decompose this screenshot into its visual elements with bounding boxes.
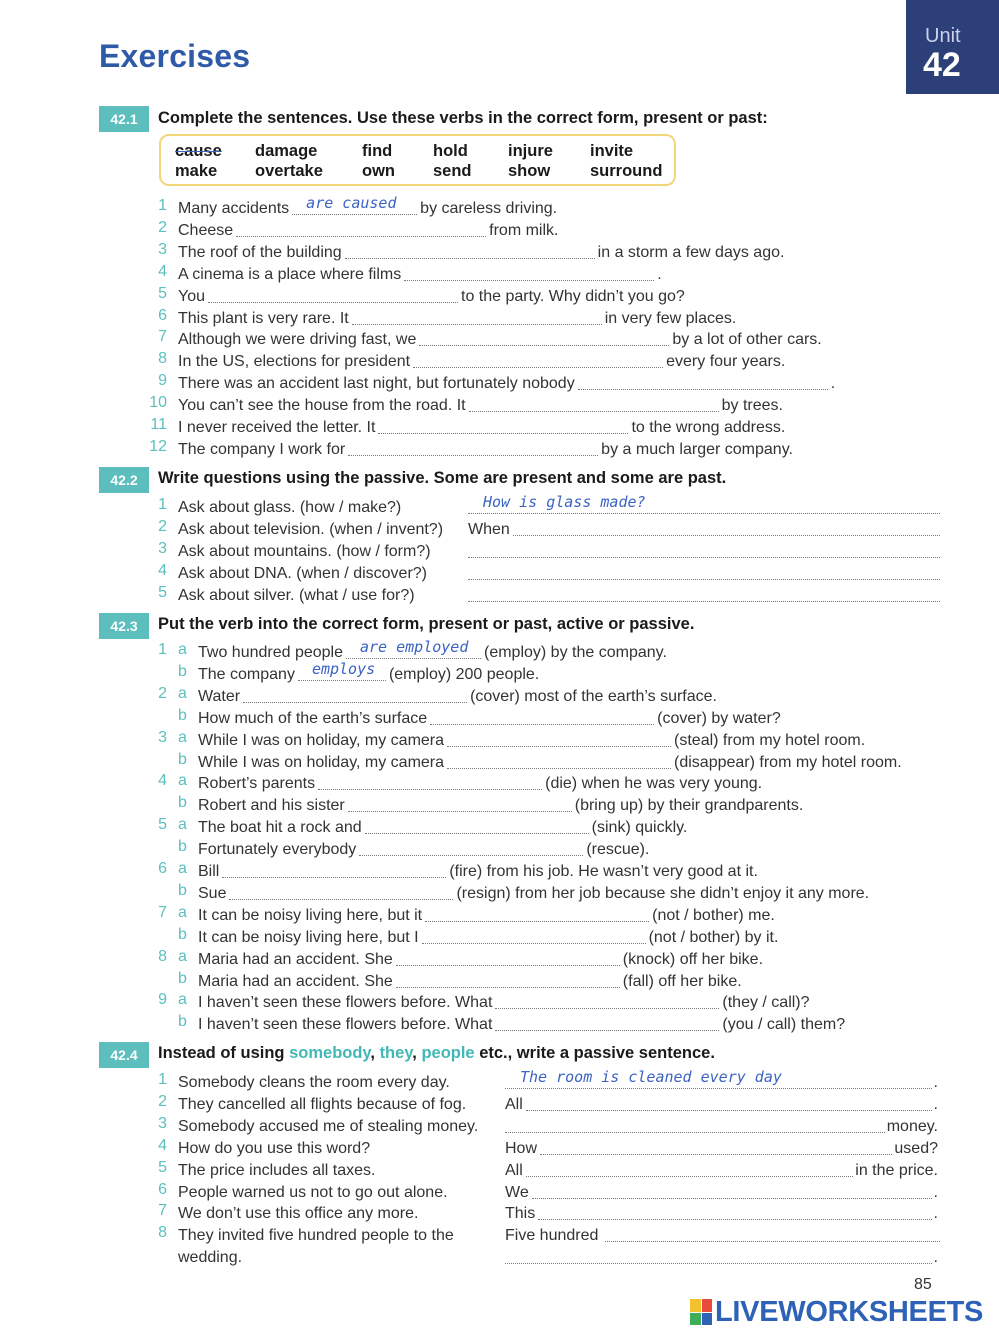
verb-make: make xyxy=(175,162,218,180)
answer-blank[interactable] xyxy=(447,731,671,747)
item-number: 5 xyxy=(158,284,167,302)
handwritten-answer: are caused xyxy=(306,194,397,212)
section-badge-42-4: 42.4 xyxy=(99,1042,149,1068)
sentence-start: The boat hit a rock and xyxy=(198,819,362,837)
sentence-start: The company xyxy=(198,665,295,683)
sentence-start: Maria had an accident. She xyxy=(198,972,393,990)
answer-blank[interactable] xyxy=(396,950,620,966)
sentence-end: by a lot of other cars. xyxy=(672,331,822,349)
answer-blank[interactable] xyxy=(495,993,719,1009)
answer-blank[interactable] xyxy=(365,818,589,834)
item-number: 7 xyxy=(158,328,167,346)
logo-square xyxy=(690,1313,701,1326)
watermark[interactable] xyxy=(690,1294,983,1330)
item-number: 10 xyxy=(149,394,167,412)
answer-blank[interactable] xyxy=(540,1139,892,1155)
active-sentence: Somebody cleans the room every day. xyxy=(178,1074,450,1091)
section-badge-42-2: 42.2 xyxy=(99,467,149,493)
item-letter: b xyxy=(178,794,187,812)
item-number: 2 xyxy=(158,684,167,702)
active-sentence: Somebody accused me of stealing money. xyxy=(178,1117,479,1135)
answer-prefix: How xyxy=(505,1139,538,1157)
sentence-end: to the party. Why didn’t you go? xyxy=(461,287,685,305)
verb-form-row xyxy=(0,838,999,860)
sentence-row xyxy=(0,285,999,307)
verb-form-row xyxy=(0,816,999,838)
verb-form-row xyxy=(0,970,999,992)
answer-blank[interactable] xyxy=(526,1161,854,1177)
sentence-start: Fortunately everybody xyxy=(198,841,357,859)
sentence-end: from milk. xyxy=(489,221,559,239)
item-number: 6 xyxy=(158,860,167,877)
active-sentence: They cancelled all flights because of fog. xyxy=(178,1095,467,1113)
watermark-text: LIVEWORKSHEETS xyxy=(715,1295,984,1328)
question-row xyxy=(0,518,999,540)
verb-form-row xyxy=(0,991,999,1013)
sentence-row xyxy=(0,307,999,329)
active-sentence: People warned us not to go out alone. xyxy=(178,1183,448,1201)
item-letter: b xyxy=(178,662,187,680)
answer-blank[interactable] xyxy=(229,884,453,900)
verb-form-row xyxy=(0,772,999,794)
title-text: Instead of using xyxy=(158,1044,290,1062)
sentence-start: You xyxy=(178,287,205,305)
sentence-start: While I was on holiday, my camera xyxy=(198,753,445,771)
answer-blank[interactable] xyxy=(208,287,458,303)
sentence-end: (knock) off her bike. xyxy=(622,950,764,968)
section-title-42-1: Complete the sentences. Use these verbs in the correct form, present or past: xyxy=(158,109,768,127)
sentence-end: (resign) from her job because she didn’t enjoy it any more. xyxy=(456,884,870,902)
sentence-end: (sink) quickly. xyxy=(591,819,688,837)
question-prompt: Ask about television. (when / invent?) xyxy=(178,520,444,538)
answer-blank[interactable] xyxy=(345,243,595,259)
sentence-start: Water xyxy=(198,687,241,705)
sentence-start: Robert and his sister xyxy=(198,797,345,815)
passive-row xyxy=(0,1159,999,1181)
active-sentence: The price includes all taxes. xyxy=(178,1161,376,1179)
question-prompt: Ask about glass. (how / make?) xyxy=(178,499,402,516)
sentence-end: money. xyxy=(886,1117,938,1135)
answer-blank[interactable] xyxy=(404,265,654,281)
sentence-end: (not / bother) by it. xyxy=(648,928,779,946)
sentence-end: (disappear) from my hotel room. xyxy=(674,753,902,771)
sentence-row xyxy=(0,194,999,219)
section-badge-42-3: 42.3 xyxy=(99,613,149,639)
answer-blank[interactable] xyxy=(422,928,646,944)
verb-form-row xyxy=(0,926,999,948)
sentence-end: (fall) off her bike. xyxy=(622,972,742,990)
verb-show: show xyxy=(508,162,551,180)
sentence-start: Many accidents xyxy=(178,200,290,217)
answer-blank[interactable] xyxy=(243,687,467,703)
sentence-end: (they / call)? xyxy=(722,994,810,1012)
answer-blank[interactable] xyxy=(532,1183,932,1199)
passive-row xyxy=(0,1115,999,1137)
sentence-end: (you / call) them? xyxy=(722,1016,846,1034)
sentence-end: . xyxy=(933,1074,938,1091)
item-letter: a xyxy=(178,816,187,834)
answer-prefix: All xyxy=(505,1095,523,1113)
active-sentence: We don’t use this office any more. xyxy=(178,1205,419,1223)
sentence-row xyxy=(0,241,999,263)
answer-blank[interactable] xyxy=(495,1015,719,1031)
sentence-start: I never received the letter. It xyxy=(178,419,376,436)
verb-form-row xyxy=(0,707,999,729)
unit-number: 42 xyxy=(923,46,961,84)
sentence-start: Sue xyxy=(198,884,227,902)
passive-row xyxy=(0,1246,999,1268)
keyword-somebody: somebody xyxy=(289,1044,371,1062)
answer-blank[interactable] xyxy=(396,972,620,988)
sentence-start: In the US, elections for president xyxy=(178,353,411,371)
sentence-end: (employ) 200 people. xyxy=(388,665,540,683)
sentence-start: I haven’t seen these flowers before. What xyxy=(198,1016,493,1034)
sentence-end: by trees. xyxy=(721,397,783,415)
answer-blank[interactable] xyxy=(222,862,446,878)
question-row xyxy=(0,562,999,584)
sentence-end: (cover) most of the earth’s surface. xyxy=(470,687,717,705)
item-letter: b xyxy=(178,750,187,768)
verb-form-row xyxy=(0,638,999,663)
answer-blank[interactable] xyxy=(468,564,940,580)
sentence-start: Two hundred people xyxy=(198,644,343,661)
handwritten-answer: are employed xyxy=(360,638,469,656)
sentence-end: . xyxy=(933,1205,938,1223)
section-title-42-3: Put the verb into the correct form, present or past, active or passive. xyxy=(158,615,695,633)
sentence-start: There was an accident last night, but fortunately nobody xyxy=(178,375,575,393)
verb-cause: cause xyxy=(175,142,222,160)
verb-invite: invite xyxy=(590,142,634,160)
item-number: 1 xyxy=(158,641,167,658)
question-prompt: Ask about DNA. (when / discover?) xyxy=(178,564,427,582)
passive-row xyxy=(0,1093,999,1115)
sentence-end: . xyxy=(933,1183,938,1201)
answer-prefix: This xyxy=(505,1205,536,1223)
page-number: 85 xyxy=(914,1276,932,1293)
item-number: 5 xyxy=(158,1158,167,1176)
item-letter: a xyxy=(178,728,187,746)
sentence-end: in very few places. xyxy=(604,309,737,327)
item-number: 2 xyxy=(158,1092,167,1110)
answer-blank[interactable] xyxy=(430,709,654,725)
sentence-start: It can be noisy living here, but it xyxy=(198,906,423,924)
sentence-start: It can be noisy living here, but I xyxy=(198,928,419,946)
sentence-row xyxy=(0,372,999,394)
verb-send: send xyxy=(433,162,472,180)
verb-form-row xyxy=(0,948,999,970)
sentence-start: Although we were driving fast, we xyxy=(178,331,417,349)
verb-form-row xyxy=(0,659,999,685)
unit-tab xyxy=(906,0,999,94)
logo-square xyxy=(702,1299,713,1312)
verb-form-row xyxy=(0,729,999,751)
question-row xyxy=(0,584,999,606)
item-letter: a xyxy=(178,991,187,1009)
item-letter: b xyxy=(178,838,187,856)
sentence-end: used? xyxy=(894,1139,938,1157)
sentence-start: I haven’t seen these flowers before. What xyxy=(198,994,493,1012)
active-sentence: They invited five hundred people to the xyxy=(178,1227,454,1245)
sentence-start: Bill xyxy=(198,863,220,880)
item-number: 6 xyxy=(158,306,167,324)
sentence-end: (fire) from his job. He wasn’t very good at it. xyxy=(449,863,758,880)
answer-blank[interactable] xyxy=(605,1226,940,1242)
answer-blank[interactable] xyxy=(236,221,486,237)
logo-square xyxy=(702,1313,713,1326)
answer-blank[interactable] xyxy=(469,396,719,412)
sentence-row xyxy=(0,416,999,438)
item-number: 1 xyxy=(158,496,167,513)
sentence-end: (cover) by water? xyxy=(657,709,781,727)
item-number: 3 xyxy=(158,728,167,746)
item-number: 8 xyxy=(158,947,167,965)
answer-blank[interactable] xyxy=(538,1204,931,1220)
sentence-end: . xyxy=(657,265,662,283)
item-number: 2 xyxy=(158,517,167,535)
answer-blank[interactable] xyxy=(352,309,602,325)
verb-injure: injure xyxy=(508,142,553,160)
item-number: 9 xyxy=(158,991,167,1009)
question-prompt: Ask about silver. (what / use for?) xyxy=(178,586,415,604)
verb-form-row xyxy=(0,904,999,926)
verb-form-row xyxy=(0,751,999,773)
sentence-end: . xyxy=(933,1249,938,1267)
answer-blank[interactable] xyxy=(505,1117,885,1133)
passive-row xyxy=(0,1224,999,1246)
sentence-row xyxy=(0,350,999,372)
liveworksheets-logo-icon xyxy=(690,1299,712,1325)
answer-blank[interactable] xyxy=(468,542,940,558)
item-number: 1 xyxy=(158,1071,167,1088)
keyword-people: people xyxy=(421,1044,475,1062)
passive-row xyxy=(0,1202,999,1224)
item-number: 4 xyxy=(158,262,167,280)
sentence-end: every four years. xyxy=(666,353,786,371)
sentence-end: . xyxy=(933,1095,938,1113)
sentence-start: The roof of the building xyxy=(178,243,342,261)
item-number: 7 xyxy=(158,1202,167,1220)
sentence-start: While I was on holiday, my camera xyxy=(198,731,445,749)
sentence-start: How much of the earth’s surface xyxy=(198,709,428,727)
active-sentence: wedding. xyxy=(178,1249,243,1267)
item-number: 2 xyxy=(158,218,167,236)
sentence-start: The company I work for xyxy=(178,440,346,458)
answer-prefix: Five hundred xyxy=(505,1227,599,1245)
verb-form-row xyxy=(0,1013,999,1035)
verb-form-row xyxy=(0,882,999,904)
verb-form-row xyxy=(0,685,999,707)
sentence-end: (die) when he was very young. xyxy=(545,775,763,793)
answer-blank[interactable] xyxy=(413,352,663,368)
item-letter: a xyxy=(178,772,187,790)
verb-form-row xyxy=(0,860,999,882)
answer-prefix: When xyxy=(468,520,510,538)
item-letter: b xyxy=(178,881,187,899)
answer-blank[interactable] xyxy=(425,906,649,922)
item-number: 12 xyxy=(149,437,167,455)
answer-blank[interactable] xyxy=(447,753,671,769)
passive-row xyxy=(0,1137,999,1159)
answer-prefix: All xyxy=(505,1161,523,1179)
item-number: 3 xyxy=(158,539,167,557)
active-sentence: How do you use this word? xyxy=(178,1139,371,1157)
verb-own: own xyxy=(362,162,395,180)
logo-square xyxy=(690,1299,701,1312)
sentence-row xyxy=(0,328,999,350)
item-number: 8 xyxy=(158,1224,167,1242)
verb-surround: surround xyxy=(590,162,663,180)
item-letter: b xyxy=(178,969,187,987)
verb-damage: damage xyxy=(255,142,318,160)
item-letter: a xyxy=(178,684,187,702)
item-letter: b xyxy=(178,706,187,724)
handwritten-answer: employs xyxy=(311,659,376,678)
sentence-end: (rescue). xyxy=(586,841,650,859)
sentence-end: to the wrong address. xyxy=(631,419,786,436)
sentence-start: This plant is very rare. It xyxy=(178,309,349,327)
sentence-end: (employ) by the company. xyxy=(484,644,667,661)
item-letter: a xyxy=(178,947,187,965)
verb-overtake: overtake xyxy=(255,162,323,180)
verb-hold: hold xyxy=(433,142,468,160)
sentence-end: . xyxy=(830,375,836,393)
section-title-42-4 xyxy=(158,1044,715,1063)
sentence-row xyxy=(0,263,999,285)
answer-blank[interactable] xyxy=(505,1248,932,1264)
item-letter: b xyxy=(178,1013,187,1031)
verb-form-row xyxy=(0,794,999,816)
title-comma: , xyxy=(370,1044,380,1062)
answer-blank[interactable] xyxy=(348,796,572,812)
sentence-end: by a much larger company. xyxy=(601,440,793,458)
item-letter: a xyxy=(178,641,187,658)
sentence-row xyxy=(0,438,999,460)
item-number: 3 xyxy=(158,1114,167,1132)
keyword-they: they xyxy=(379,1044,413,1062)
answer-blank[interactable] xyxy=(348,440,598,456)
sentence-start: A cinema is a place where films xyxy=(178,265,402,283)
question-row xyxy=(0,540,999,562)
sentence-end: by careless driving. xyxy=(420,200,558,217)
item-number: 7 xyxy=(158,903,167,921)
answer-blank[interactable] xyxy=(359,840,583,856)
answer-blank[interactable] xyxy=(378,418,628,434)
passive-row xyxy=(0,1181,999,1203)
sentence-start: Robert’s parents xyxy=(198,775,316,793)
page-title: Exercises xyxy=(99,38,251,74)
sentence-end: (steal) from my hotel room. xyxy=(674,731,866,749)
item-number: 4 xyxy=(158,772,167,790)
item-letter: a xyxy=(178,903,187,921)
passive-row xyxy=(0,1068,999,1093)
sentence-start: Maria had an accident. She xyxy=(198,950,393,968)
item-number: 11 xyxy=(150,416,167,433)
section-badge-42-1: 42.1 xyxy=(99,106,149,132)
item-number: 4 xyxy=(158,1136,167,1154)
handwritten-answer: How is glass made? xyxy=(483,493,646,511)
item-number: 4 xyxy=(158,561,167,579)
handwritten-answer: The room is cleaned every day xyxy=(520,1068,782,1086)
question-prompt: Ask about mountains. (how / form?) xyxy=(178,542,431,560)
item-number: 1 xyxy=(158,197,167,214)
answer-blank[interactable] xyxy=(513,520,940,536)
section-title-42-2: Write questions using the passive. Some are present and some are past. xyxy=(158,469,727,487)
answer-blank[interactable] xyxy=(526,1095,932,1111)
title-text: etc., write a passive sentence. xyxy=(474,1044,715,1062)
title-comma: , xyxy=(412,1044,422,1062)
item-number: 9 xyxy=(158,372,167,390)
sentence-start: Cheese xyxy=(178,221,234,239)
item-letter: a xyxy=(178,860,187,877)
sentence-row xyxy=(0,219,999,241)
sentence-end: (bring up) by their grandparents. xyxy=(574,797,804,815)
sentence-row xyxy=(0,394,999,416)
item-number: 8 xyxy=(158,350,167,368)
answer-blank[interactable] xyxy=(468,586,940,602)
answer-blank[interactable] xyxy=(318,774,542,790)
sentence-end: in the price. xyxy=(855,1161,938,1179)
item-number: 5 xyxy=(158,816,167,834)
answer-blank[interactable] xyxy=(578,374,828,390)
sentence-end: in a storm a few days ago. xyxy=(597,243,785,261)
item-number: 3 xyxy=(158,240,167,258)
answer-prefix: We xyxy=(505,1183,529,1201)
sentence-start: You can’t see the house from the road. It xyxy=(178,397,466,415)
item-number: 5 xyxy=(158,583,167,601)
unit-label: Unit xyxy=(925,25,961,47)
item-number: 6 xyxy=(158,1180,167,1198)
sentence-end: (not / bother) me. xyxy=(652,906,775,924)
item-letter: b xyxy=(178,925,187,943)
verb-find: find xyxy=(362,142,393,160)
question-row xyxy=(0,493,999,518)
answer-blank[interactable] xyxy=(419,330,669,346)
